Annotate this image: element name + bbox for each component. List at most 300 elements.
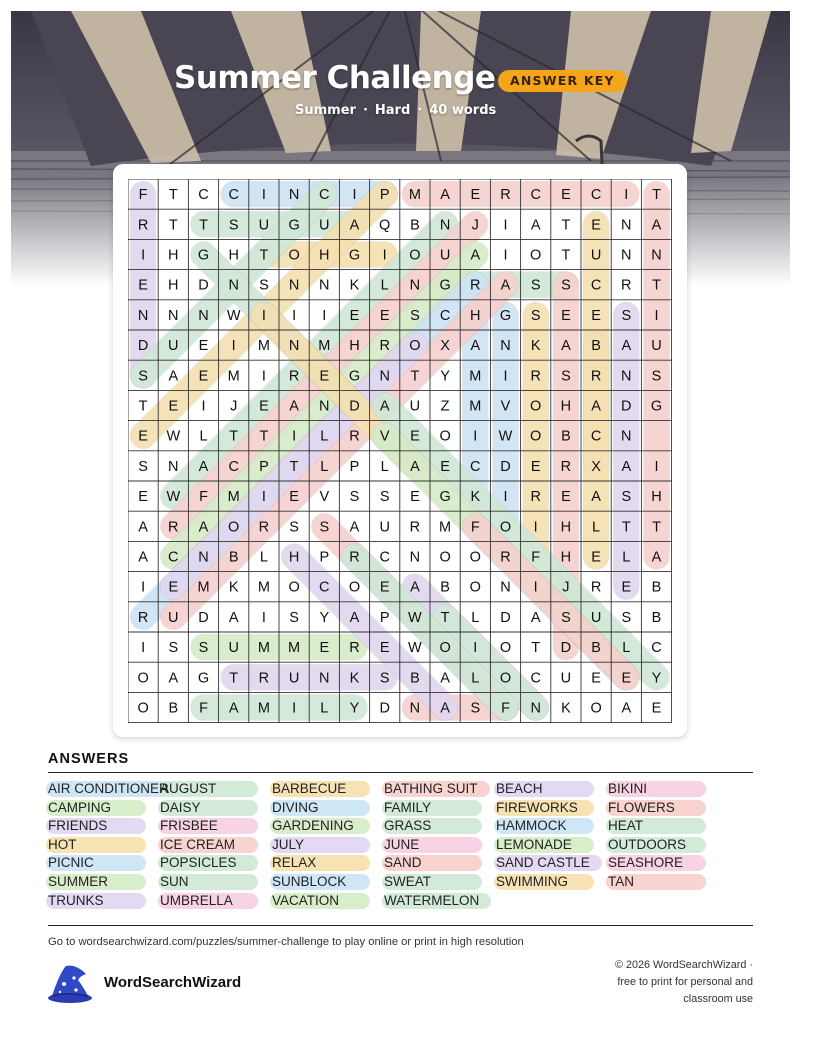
grid-letter: B xyxy=(440,579,450,596)
grid-letter: A xyxy=(349,217,360,234)
grid-letter: U xyxy=(288,670,300,687)
divider xyxy=(48,925,753,926)
grid-letter: E xyxy=(138,428,148,445)
grid-letter: D xyxy=(500,458,511,475)
grid-letter: K xyxy=(530,338,541,355)
answer-word-label: BIKINI xyxy=(608,781,648,796)
answer-word-label: HAMMOCK xyxy=(496,818,567,834)
answer-word-label: BATHING SUIT xyxy=(384,781,478,796)
grid-letter: O xyxy=(439,428,451,445)
grid-letter: U xyxy=(439,247,451,264)
grid-letter: Y xyxy=(440,368,450,385)
grid-letter: U xyxy=(560,670,572,687)
answer-word xyxy=(48,818,107,834)
grid-letter: T xyxy=(229,670,239,687)
grid-letter: L xyxy=(622,640,631,657)
grid-letter: N xyxy=(198,549,209,566)
answer-word xyxy=(160,818,218,834)
grid-letter: M xyxy=(408,187,421,204)
grid-letter: E xyxy=(440,458,450,475)
grid-letter: L xyxy=(380,277,389,294)
grid-letter: A xyxy=(530,609,541,626)
grid-letter: L xyxy=(259,549,268,566)
answer-word xyxy=(496,818,567,834)
answer-word-label: OUTDOORS xyxy=(608,836,687,852)
grid-letter: N xyxy=(500,579,511,596)
grid-letter: P xyxy=(319,549,330,566)
grid-letter: E xyxy=(349,307,360,324)
grid-letter: B xyxy=(561,428,571,445)
grid-letter: E xyxy=(621,670,632,687)
answers-list xyxy=(48,781,753,911)
grid-letter: A xyxy=(440,187,450,204)
grid-letter: L xyxy=(622,549,631,566)
grid-letter: D xyxy=(349,398,360,415)
grid-letter: H xyxy=(349,338,360,355)
grid-letter: C xyxy=(590,187,602,204)
grid-letter: O xyxy=(409,247,421,264)
grid-letter: S xyxy=(410,307,420,324)
grid-letter: P xyxy=(259,458,269,475)
copyright xyxy=(583,957,753,1008)
grid-letter: S xyxy=(259,277,269,294)
grid-letter: S xyxy=(561,368,571,385)
grid-letter: V xyxy=(379,428,390,445)
grid-letter: G xyxy=(439,489,451,506)
grid-letter: S xyxy=(319,519,330,536)
grid-letter: I xyxy=(382,247,387,264)
grid-letter: I xyxy=(654,307,659,324)
grid-letter: R xyxy=(137,609,149,626)
grid-letter: T xyxy=(229,428,239,445)
answer-word-label: DAISY xyxy=(160,799,201,815)
grid-letter: L xyxy=(592,519,601,536)
grid-letter: O xyxy=(348,579,361,596)
grid-letter: H xyxy=(168,247,179,264)
grid-letter: M xyxy=(439,519,452,536)
grid-letter: I xyxy=(261,187,266,204)
grid-letter: S xyxy=(379,670,390,687)
grid-letter: T xyxy=(652,187,661,204)
grid-letter: F xyxy=(531,549,541,566)
grid-letter: T xyxy=(259,428,269,445)
grid-letter: R xyxy=(349,549,360,566)
grid-letter: N xyxy=(137,307,149,324)
grid-letter: A xyxy=(168,368,179,385)
answer-word xyxy=(496,855,590,871)
grid-letter: H xyxy=(319,247,330,264)
grid-letter: I xyxy=(141,247,146,264)
grid-letter: R xyxy=(409,519,421,536)
answer-word xyxy=(160,800,201,816)
grid-letter: U xyxy=(228,640,239,657)
grid-letter: R xyxy=(288,368,300,385)
grid-letter: R xyxy=(560,458,572,475)
answer-word xyxy=(496,800,578,816)
grid-letter: I xyxy=(261,609,266,626)
answer-word xyxy=(496,874,568,890)
grid-letter: B xyxy=(410,670,420,687)
grid-letter: A xyxy=(591,489,601,506)
grid-letter: A xyxy=(410,458,420,475)
grid-letter: G xyxy=(348,247,361,264)
grid-letter: A xyxy=(410,579,420,596)
answer-word-label: GARDENING xyxy=(272,818,354,834)
grid-letter: R xyxy=(590,579,602,596)
answer-word xyxy=(496,781,543,797)
grid-letter: A xyxy=(168,670,179,687)
grid-letter: R xyxy=(349,428,360,445)
grid-letter: Q xyxy=(379,217,391,234)
meta-separator: · xyxy=(417,103,423,118)
grid-letter: U xyxy=(258,217,270,234)
grid-letter: I xyxy=(292,307,297,324)
grid-letter: K xyxy=(349,670,360,687)
grid-letter: N xyxy=(621,247,632,264)
grid-letter: P xyxy=(349,458,360,475)
grid-letter: S xyxy=(621,307,632,324)
grid-letter: N xyxy=(651,247,662,264)
answer-word xyxy=(384,837,419,853)
grid-letter: K xyxy=(470,489,481,506)
grid-letter: E xyxy=(379,579,390,596)
grid-letter: T xyxy=(410,368,420,385)
answer-word-label: SAND CASTLE xyxy=(496,855,590,871)
copyright-line: © 2026 WordSearchWizard · xyxy=(615,959,753,971)
grid-letter: I xyxy=(292,700,297,717)
grid-letter: E xyxy=(410,489,420,506)
grid-letter: C xyxy=(228,187,239,204)
answer-word xyxy=(608,818,643,834)
grid-letter: M xyxy=(318,338,331,355)
puzzle-meta xyxy=(295,103,496,118)
grid-letter: S xyxy=(168,640,179,657)
answer-word-label: FIREWORKS xyxy=(496,799,578,815)
grid-letter: O xyxy=(499,670,512,687)
grid-letter: C xyxy=(651,640,662,657)
grid-letter: E xyxy=(138,489,148,506)
grid-letter: A xyxy=(470,247,481,264)
grid-letter: R xyxy=(530,489,541,506)
grid-letter: N xyxy=(621,217,632,234)
answer-key-badge: ANSWER KEY xyxy=(498,70,627,92)
brand-name: WordSearchWizard xyxy=(104,974,242,991)
grid-letter: W xyxy=(408,609,422,626)
grid-letter: R xyxy=(258,670,270,687)
grid-letter: N xyxy=(198,307,209,324)
answer-word-label: PICNIC xyxy=(48,855,94,871)
grid-letter: S xyxy=(561,609,571,626)
grid-letter: M xyxy=(469,398,482,415)
grid-letter: T xyxy=(561,217,571,234)
grid-letter: F xyxy=(470,519,480,536)
grid-letter: T xyxy=(561,247,571,264)
answer-word xyxy=(384,855,422,871)
answer-word-label: SUMMER xyxy=(48,874,108,889)
grid-letter: W xyxy=(166,489,181,506)
grid-letter: M xyxy=(227,489,240,506)
grid-letter: N xyxy=(168,307,179,324)
grid-letter: I xyxy=(503,247,508,264)
puzzle-card xyxy=(113,164,687,737)
grid-letter: R xyxy=(530,368,541,385)
answer-word xyxy=(48,781,169,797)
grid-letter: C xyxy=(228,458,239,475)
grid-letter: E xyxy=(651,700,662,717)
grid-letter: S xyxy=(289,609,299,626)
grid-letter: C xyxy=(590,428,602,445)
grid-letter: O xyxy=(530,428,542,445)
grid-letter: R xyxy=(168,519,179,536)
answer-word xyxy=(160,855,237,871)
divider xyxy=(48,772,753,773)
answer-word xyxy=(384,781,478,797)
grid-letter: S xyxy=(379,489,390,506)
grid-letter: A xyxy=(228,700,239,717)
grid-letter: E xyxy=(198,338,209,355)
grid-letter: O xyxy=(439,549,451,566)
grid-letter: G xyxy=(650,398,663,415)
grid-letter: E xyxy=(379,640,390,657)
grid-letter: R xyxy=(137,217,149,234)
grid-letter: N xyxy=(288,187,300,204)
grid-letter: C xyxy=(530,187,541,204)
grid-letter: U xyxy=(319,217,330,234)
grid-letter: I xyxy=(261,368,266,385)
grid-letter: N xyxy=(319,670,330,687)
answer-word-label: FRIENDS xyxy=(48,818,108,834)
grid-letter: T xyxy=(531,640,541,657)
grid-letter: C xyxy=(530,670,541,687)
grid-letter: N xyxy=(319,277,330,294)
grid-letter: A xyxy=(561,338,571,355)
grid-letter: D xyxy=(560,640,572,657)
grid-letter: D xyxy=(379,700,390,717)
grid-letter: M xyxy=(257,579,270,596)
answer-word xyxy=(48,874,108,890)
grid-letter: S xyxy=(470,700,481,717)
copyright-line: classroom use xyxy=(683,993,753,1005)
grid-letter: G xyxy=(197,247,210,264)
answer-word xyxy=(384,893,479,909)
answer-word-label: FAMILY xyxy=(384,799,432,815)
grid-letter: M xyxy=(227,368,240,385)
grid-letter: J xyxy=(562,579,570,596)
answer-word xyxy=(160,781,216,797)
grid-letter: U xyxy=(590,247,602,264)
grid-letter: B xyxy=(591,338,601,355)
grid-letter: W xyxy=(498,428,513,445)
grid-letter: S xyxy=(138,368,148,385)
grid-letter: T xyxy=(289,458,299,475)
grid-letter: E xyxy=(168,579,179,596)
grid-letter: S xyxy=(289,519,299,536)
grid-letter: W xyxy=(226,307,241,324)
grid-letter: I xyxy=(322,307,327,324)
answer-word xyxy=(48,800,111,816)
answer-word-label: SUN xyxy=(160,874,189,889)
grid-letter: A xyxy=(621,338,632,355)
grid-letter: J xyxy=(471,217,479,234)
grid-letter: T xyxy=(168,217,178,234)
grid-letter: O xyxy=(530,398,542,415)
word-search-grid xyxy=(128,179,672,723)
grid-letter: H xyxy=(168,277,179,294)
grid-letter: I xyxy=(292,428,297,445)
grid-letter: O xyxy=(288,247,300,264)
answer-word-label: TAN xyxy=(608,874,634,889)
grid-letter: N xyxy=(409,549,421,566)
answer-word-label: BEACH xyxy=(496,781,543,796)
grid-letter: I xyxy=(261,307,266,324)
grid-letter: I xyxy=(473,428,478,445)
grid-letter: S xyxy=(621,609,632,626)
grid-letter: L xyxy=(320,700,329,717)
grid-letter: G xyxy=(439,277,451,294)
grid-letter: T xyxy=(168,187,178,204)
grid-letter: H xyxy=(560,549,572,566)
grid-letter: N xyxy=(621,368,632,385)
grid-letter: G xyxy=(197,670,210,687)
grid-letter: M xyxy=(288,640,301,657)
grid-letter: M xyxy=(257,700,270,717)
answer-word-label: WATERMELON xyxy=(384,892,480,908)
grid-letter: H xyxy=(651,489,662,506)
answer-word-label: AIR CONDITIONER xyxy=(48,781,169,796)
grid-letter: T xyxy=(199,217,208,234)
grid-letter: O xyxy=(137,670,149,687)
grid-letter: N xyxy=(228,277,239,294)
grid-letter: N xyxy=(319,398,330,415)
footer-link-text: Go to wordsearchwizard.com/puzzles/summer-challenge to play online or print in high resolution xyxy=(48,936,524,948)
grid-letter: U xyxy=(168,609,179,626)
grid-letter: K xyxy=(561,700,571,717)
grid-letter: A xyxy=(470,338,481,355)
grid-letter: C xyxy=(319,187,330,204)
grid-letter: A xyxy=(349,609,360,626)
grid-letter: C xyxy=(168,549,179,566)
grid-letter: O xyxy=(499,519,512,536)
grid-letter: I xyxy=(201,398,206,415)
grid-letter: T xyxy=(259,247,269,264)
grid-letter: F xyxy=(138,187,148,204)
grid-letter: I xyxy=(654,458,659,475)
grid-letter: I xyxy=(624,187,629,204)
meta-theme: Summer xyxy=(295,103,356,118)
answer-word-label: JUNE xyxy=(384,836,420,852)
answer-word-label: LEMONADE xyxy=(496,836,572,852)
grid-letter: O xyxy=(499,640,512,657)
grid-letter: V xyxy=(319,489,330,506)
grid-letter: H xyxy=(560,398,572,415)
answer-word-label: JULY xyxy=(272,836,305,852)
grid-letter: Y xyxy=(319,609,330,626)
answer-word-label: HOT xyxy=(48,836,77,852)
grid-letter: S xyxy=(349,489,360,506)
grid-letter: N xyxy=(621,428,632,445)
grid-letter: A xyxy=(228,609,239,626)
grid-letter: A xyxy=(198,458,209,475)
grid-letter: Z xyxy=(440,398,450,415)
grid-letter: A xyxy=(349,519,360,536)
grid-letter: I xyxy=(503,368,508,385)
answer-word-label: CAMPING xyxy=(48,799,112,815)
grid-letter: H xyxy=(288,549,300,566)
grid-letter: B xyxy=(591,640,601,657)
grid-letter: B xyxy=(651,609,662,626)
puzzle-title: Summer Challenge xyxy=(174,60,496,96)
grid-letter: E xyxy=(198,368,209,385)
grid-letter: R xyxy=(258,519,270,536)
grid-letter: T xyxy=(440,609,450,626)
grid-letter: J xyxy=(230,398,238,415)
grid-letter: U xyxy=(168,338,179,355)
answer-word-label: SWEAT xyxy=(384,874,431,889)
copyright-line: free to print for personal and xyxy=(617,976,753,988)
answer-word xyxy=(272,874,346,890)
answer-word xyxy=(272,818,354,834)
answer-word xyxy=(272,781,346,797)
answer-word xyxy=(272,893,339,909)
grid-letter: A xyxy=(651,549,662,566)
grid-letter: N xyxy=(409,277,421,294)
meta-word-count: 40 words xyxy=(429,103,497,118)
grid-letter: D xyxy=(198,609,209,626)
grid-letter: E xyxy=(530,458,541,475)
grid-letter: D xyxy=(500,609,511,626)
grid-letter: A xyxy=(591,398,601,415)
grid-letter: O xyxy=(469,549,481,566)
answer-word xyxy=(384,818,431,834)
answer-word-label: SUNBLOCK xyxy=(272,874,347,889)
answer-word-label: AUGUST xyxy=(160,781,217,796)
grid-letter: R xyxy=(470,277,481,294)
grid-letter: T xyxy=(621,519,631,536)
grid-letter: E xyxy=(561,307,571,324)
grid-letter: S xyxy=(138,458,148,475)
grid-letter: X xyxy=(591,458,601,475)
answer-word xyxy=(608,837,686,853)
answer-word-label: UMBRELLA xyxy=(160,892,233,908)
grid-letter: A xyxy=(621,700,632,717)
grid-letter: S xyxy=(651,368,662,385)
grid-letter: Y xyxy=(651,670,662,687)
grid-letter: G xyxy=(288,217,300,234)
answer-word-label: FLOWERS xyxy=(608,799,675,815)
grid-letter: N xyxy=(409,700,421,717)
grid-letter: I xyxy=(352,187,357,204)
grid-letter: W xyxy=(166,428,181,445)
grid-letter: R xyxy=(349,640,360,657)
grid-letter: M xyxy=(257,640,270,657)
grid-letter: S xyxy=(530,307,541,324)
answer-word-label: TRUNKS xyxy=(48,892,104,908)
grid-letter: G xyxy=(499,307,512,324)
grid-letter: R xyxy=(379,338,390,355)
grid-letter: B xyxy=(228,549,239,566)
grid-letter: T xyxy=(138,398,148,415)
grid-letter: M xyxy=(257,338,270,355)
grid-letter: C xyxy=(319,579,330,596)
grid-letter: O xyxy=(409,338,421,355)
grid-letter: N xyxy=(530,700,541,717)
answer-word xyxy=(272,837,304,853)
grid-letter: A xyxy=(530,217,541,234)
grid-letter: B xyxy=(651,579,662,596)
grid-letter: E xyxy=(168,398,179,415)
grid-letter: R xyxy=(621,277,632,294)
grid-letter: I xyxy=(503,217,508,234)
